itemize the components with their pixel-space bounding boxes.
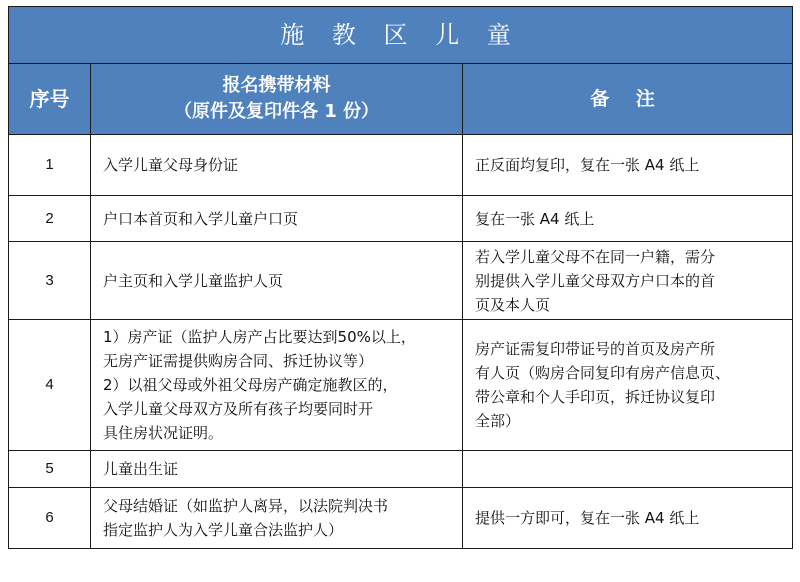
table-row — [9, 320, 793, 451]
header-materials-line2: （原件及复印件各 1 份） — [173, 101, 380, 122]
materials-line: 父母结婚证（如监护人离异，以法院判决书 — [103, 497, 389, 515]
row-remarks — [463, 242, 793, 320]
row-materials — [91, 320, 463, 451]
row-number: 3 — [9, 242, 91, 320]
materials-line: 具住房状况证明。 — [103, 424, 224, 442]
table-row — [9, 196, 793, 242]
row-materials — [91, 135, 463, 196]
header-materials — [91, 64, 463, 135]
materials-line: 入学儿童父母双方及所有孩子均要同时开 — [103, 400, 374, 418]
materials-line: 户主页和入学儿童监护人页 — [103, 271, 284, 290]
remarks-line: 全部） — [475, 412, 521, 430]
row-remarks — [463, 488, 793, 549]
remarks-line: 别提供入学儿童父母双方户口本的首 — [475, 271, 716, 290]
row-number: 5 — [9, 451, 91, 488]
row-number: 1 — [9, 135, 91, 196]
title-row — [9, 7, 793, 64]
header-num: 序号 — [9, 64, 91, 135]
remarks-line: 页及本人页 — [475, 295, 551, 314]
materials-line: 指定监护人为入学儿童合法监护人） — [103, 521, 344, 539]
header-remarks: 备 注 — [463, 64, 793, 135]
row-remarks — [463, 196, 793, 242]
header-materials-line1: 报名携带材料 — [222, 75, 331, 96]
row-materials — [91, 488, 463, 549]
table-row — [9, 488, 793, 549]
materials-line: 入学儿童父母身份证 — [103, 156, 239, 174]
remarks-line: 正反面均复印，复在一张 A4 纸上 — [475, 156, 700, 174]
remarks-line: 若入学儿童父母不在同一户籍，需分 — [475, 247, 716, 266]
materials-line: 1）房产证（监护人房产占比要达到50%以上， — [103, 328, 416, 346]
table-title: 施 教 区 儿 童 — [9, 7, 793, 64]
row-number: 4 — [9, 320, 91, 451]
remarks-line: 带公章和个人手印页，拆迁协议复印 — [475, 388, 716, 406]
header-row — [9, 64, 793, 135]
materials-line: 户口本首页和入学儿童户口页 — [103, 209, 299, 228]
materials-line: 儿童出生证 — [103, 460, 179, 478]
materials-line: 2）以祖父母或外祖父母房产确定施教区的， — [103, 376, 398, 394]
row-remarks — [463, 320, 793, 451]
remarks-line: 提供一方即可，复在一张 A4 纸上 — [475, 509, 700, 527]
remarks-line: 复在一张 A4 纸上 — [475, 209, 595, 228]
row-materials — [91, 196, 463, 242]
remarks-line: 房产证需复印带证号的首页及房产所 — [475, 340, 716, 358]
row-materials — [91, 242, 463, 320]
remarks-line: 有人页（购房合同复印有房产信息页、 — [475, 364, 731, 382]
table-row — [9, 451, 793, 488]
table-row — [9, 242, 793, 320]
row-number: 2 — [9, 196, 91, 242]
table-row — [9, 135, 793, 196]
row-number: 6 — [9, 488, 91, 549]
materials-line: 无房产证需提供购房合同、拆迁协议等） — [103, 352, 374, 370]
enrollment-materials-table-wrapper — [8, 6, 792, 549]
enrollment-materials-table — [8, 6, 793, 549]
row-materials — [91, 451, 463, 488]
row-remarks-empty — [463, 451, 793, 488]
row-remarks — [463, 135, 793, 196]
